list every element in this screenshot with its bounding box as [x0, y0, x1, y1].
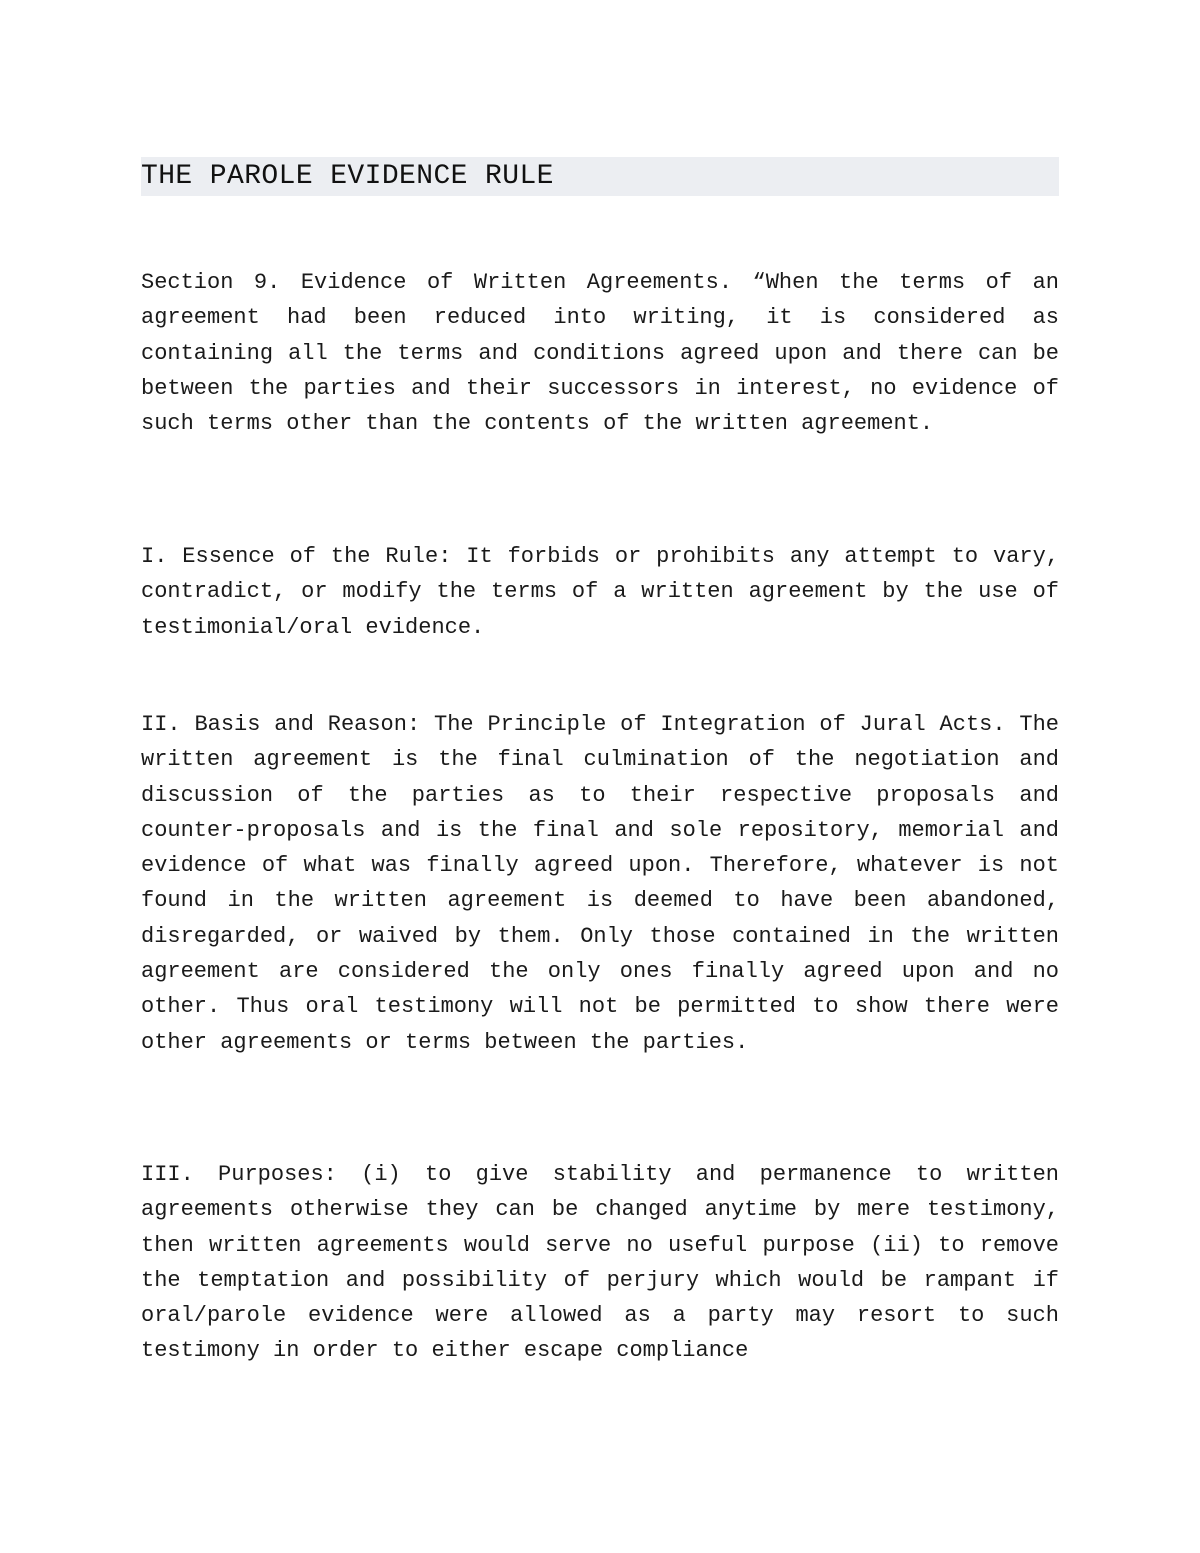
- purposes-paragraph: III. Purposes: (i) to give stability and permanence to written agreements otherwise they can be changed anytime by mere testimony, then written agreements would serve no useful purpose (ii) to remove the temptation and possibility of perjury which would be rampant if oral/parole evidence were allowed as a party may resort to such testimony in order to either escape compliance: [141, 1162, 1059, 1364]
- section-9-paragraph: Section 9. Evidence of Written Agreements. “When the terms of an agreement had been reduced into writing, it is considered as containing all the terms and conditions agreed upon and there can be between the parties and their successors in interest, no evidence of such terms other than the contents of the written agreement.: [141, 270, 1059, 437]
- document-title: THE PAROLE EVIDENCE RULE: [141, 161, 554, 192]
- basis-and-reason-paragraph: II. Basis and Reason: The Principle of Integration of Jural Acts. The written agreement is the final culmination of the negotiation and discussion of the parties as to their respective proposals and counter-proposals and is the final and sole repository, memorial and evidence of what was finally agreed upon. Therefore, whatever is not found in the written agreement is deemed to have been abandoned, disregarded, or waived by them. Only those contained in the written agreement are considered the only ones finally agreed upon and no other. Thus oral testimony will not be permitted to show there were other agreements or terms between the parties.: [141, 712, 1059, 1055]
- essence-of-rule-paragraph: I. Essence of the Rule: It forbids or prohibits any attempt to vary, contradict, or modify the terms of a written agreement by the use of testimonial/oral evidence.: [141, 544, 1059, 640]
